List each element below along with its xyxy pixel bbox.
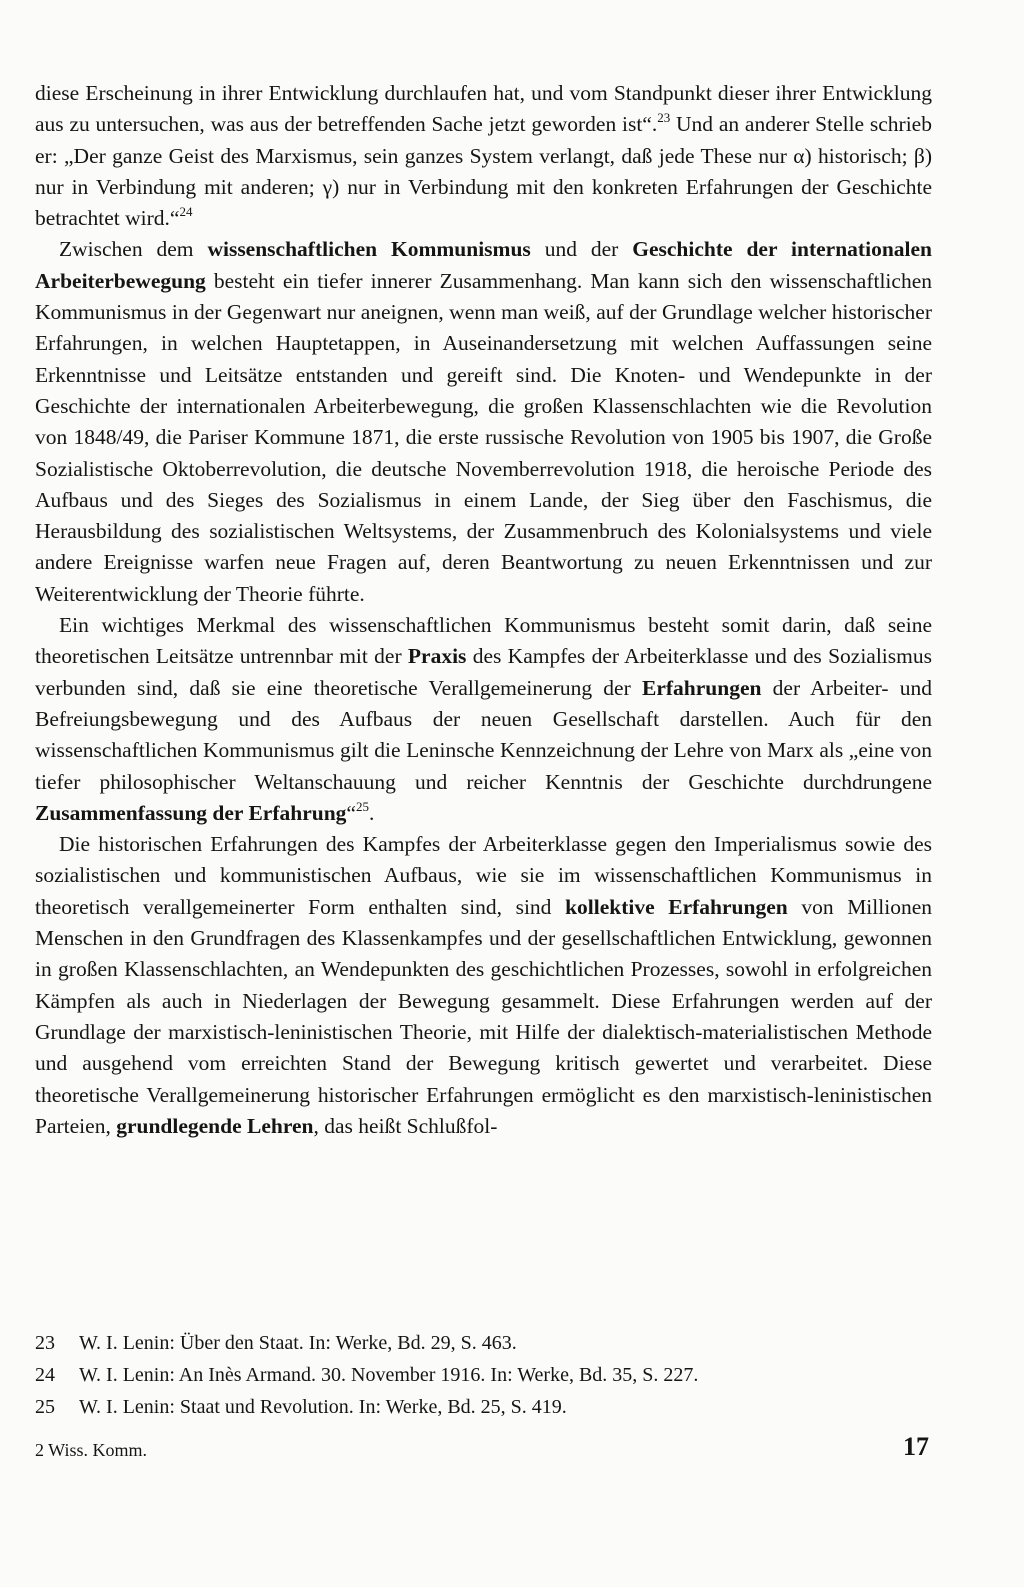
footnote: [35, 1391, 932, 1423]
footnote: [35, 1327, 932, 1359]
paragraph-1: diese Erscheinung in ihrer Entwicklung durchlaufen hat, und vom Standpunkt dieser ihrer Entwicklung aus zu untersuchen, was aus der betreffenden Sache jetzt geworden ist“.$^{23}$ Und an anderer Stelle schrieb er: „Der ganze Geist des Marxismus, sein ganzes System verlangt, daß jede These nur α) historisch; β) nur in Verbindung mit anderen; γ) nur in Verbindung mit den konkreten Erfahrungen der Geschichte betrachtet wird.“$^{24}$: [35, 81, 932, 231]
bold-term: Geschichte der internationalen Arbeiterbewegung: [35, 237, 932, 293]
footnote-ref-23: 23: [657, 110, 671, 126]
bold-term: grundlegende Lehren: [116, 1113, 314, 1138]
footnote-text: W. I. Lenin: Über den Staat. In: Werke, Bd. 29, S. 463.: [79, 1332, 517, 1354]
bold-term: Erfahrungen: [641, 675, 762, 700]
footnote-number: 25: [35, 1396, 55, 1418]
footnote-text: W. I. Lenin: Staat und Revolution. In: Werke, Bd. 25, S. 419.: [79, 1396, 567, 1418]
paragraph-4: Die historischen Erfahrungen des Kampfes der Arbeiterklasse gegen den Imperialismus sowie des sozialistischen und kommunistischen Aufbaus, wie sie im wissenschaftlichen Kommunismus in theoretisch verallgemeinerter Form enthalten sind, sind kollektive Erfahrungen von Millionen Menschen in den Grundfragen des Klassenkampfes und der gesellschaftlichen Entwicklung, gewonnen in großen Klassenschlachten, an Wendepunkten des geschichtlichen Prozesses, sowohl in erfolgreichen Kämpfen als auch in Niederlagen der Bewegung gesammelt. Diese Erfahrungen werden auf der Grundlage der marxistisch-leninistischen Theorie, mit Hilfe der dialektisch-materialistischen Methode und ausgehend vom erreichten Stand der Bewegung kritisch gewertet und verarbeitet. Diese theoretische Verallgemeinerung historischer Erfahrungen ermöglicht es den marxistisch-leninistischen Parteien, grundlegende Lehren, das heißt Schlußfol-: [35, 832, 932, 1138]
bold-term: Zusammenfassung der Erfahrung: [35, 800, 347, 825]
paragraph-2: Zwischen dem wissenschaftlichen Kommunismus und der Geschichte der internationalen Arbeiterbewegung besteht ein tiefer innerer Zusammenhang. Man kann sich den wissenschaftlichen Kommunismus in der Gegenwart nur aneignen, wenn man weiß, auf der Grundlage welcher historischer Erfahrungen, in welchen Hauptetappen, in Auseinandersetzung mit welchen Auffassungen seine Erkenntnisse und Leitsätze entstanden und gereift sind. Die Knoten- und Wendepunkte in der Geschichte der internationalen Arbeiterbewegung, die großen Klassenschlachten wie die Revolution von 1848/49, die Pariser Kommune 1871, die erste russische Revolution von 1905 bis 1907, die Große Sozialistische Oktoberrevolution, die deutsche Novemberrevolution 1918, die heroische Periode des Aufbaus und des Sieges des Sozialismus in einem Lande, der Sieg über den Faschismus, die Herausbildung des sozialistischen Weltsystems, der Zusammenbruch des Kolonialsystems und viele andere Ereignisse warfen neue Fragen auf, deren Beantwortung zu neuen Erkenntnissen und zur Weiterentwicklung der Theorie führte.: [35, 237, 932, 606]
body-text: [35, 78, 932, 1142]
footnote: [35, 1359, 932, 1391]
footnote-ref-25: 25: [355, 798, 369, 814]
page-footer: [35, 1432, 932, 1468]
bold-term: Praxis: [407, 644, 467, 669]
footnotes: [35, 1327, 932, 1423]
footnote-ref-24: 24: [179, 204, 193, 220]
footnote-number: 23: [35, 1332, 55, 1354]
printer-signature: 2 Wiss. Komm.: [35, 1440, 147, 1460]
bold-term: kollektive Erfahrungen: [565, 894, 788, 919]
footnote-number: 24: [35, 1364, 55, 1386]
page-number: 17: [903, 1432, 929, 1461]
paragraph-3: Ein wichtiges Merkmal des wissenschaftlichen Kommunismus besteht somit darin, daß seine theoretischen Leitsätze untrennbar mit der Praxis des Kampfes der Arbeiterklasse und des Sozialismus verbunden sind, daß sie eine theoretische Verallgemeinerung der Erfahrungen der Arbeiter- und Befreiungsbewegung und des Aufbaus der neuen Gesellschaft darstellen. Auch für den wissenschaftlichen Kommunismus gilt die Leninsche Kennzeichnung der Lehre von Marx als „eine von tiefer philosophischer Weltanschauung und reicher Kenntnis der Geschichte durchdrungene Zusammenfassung der Erfahrung“$^{25}$.: [35, 613, 932, 825]
bold-term: wissenschaftlichen Kommunismus: [207, 237, 531, 262]
footnote-text: W. I. Lenin: An Inès Armand. 30. November 1916. In: Werke, Bd. 35, S. 227.: [79, 1364, 699, 1386]
